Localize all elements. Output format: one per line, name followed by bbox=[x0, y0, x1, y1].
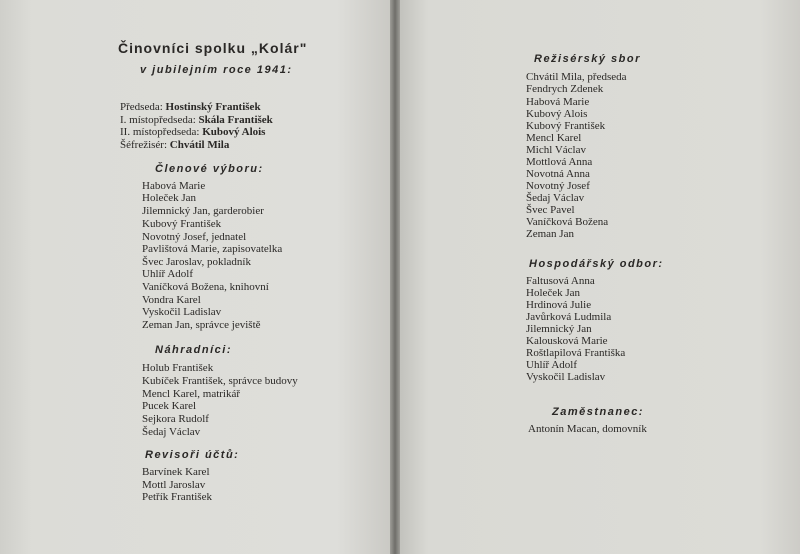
list-item: Fendrych Zdenek bbox=[526, 83, 604, 95]
list-item: Hrdinová Julie bbox=[526, 299, 592, 311]
list-item: Vyskočil Ladislav bbox=[142, 306, 222, 318]
list-item: Mencl Karel, matrikář bbox=[142, 388, 241, 400]
list-item: Uhlíř Adolf bbox=[142, 268, 194, 280]
page-title: Činovníci spolku „Kolár" bbox=[118, 40, 308, 56]
list-item: Mottl Jaroslav bbox=[142, 479, 206, 491]
list-item: Vyskočil Ladislav bbox=[526, 371, 606, 383]
officer-role: Šéfrežisér: bbox=[120, 139, 168, 151]
officer-row bbox=[120, 139, 229, 151]
list-item: Javůrková Ludmila bbox=[526, 311, 612, 323]
list-item: Pucek Karel bbox=[142, 400, 197, 412]
substitutes-heading: Náhradníci: bbox=[155, 344, 233, 356]
left-page bbox=[0, 0, 396, 554]
list-item: Uhlíř Adolf bbox=[526, 359, 578, 371]
list-item: Habová Marie bbox=[142, 180, 206, 192]
auditors-heading: Revisoři účtů: bbox=[145, 449, 240, 461]
list-item: Mencl Karel bbox=[526, 132, 582, 144]
officer-role: Předseda: bbox=[120, 101, 163, 113]
list-item: Jilemnický Jan, garderobier bbox=[142, 205, 264, 217]
list-item: Vaníčková Božena, knihovní bbox=[142, 281, 269, 293]
list-item: Kubový František bbox=[142, 218, 222, 230]
list-item: Zeman Jan bbox=[526, 228, 574, 240]
employee-entry: Antonín Macan, domovník bbox=[528, 423, 647, 435]
officer-name: Hostinský František bbox=[165, 101, 261, 113]
list-item: Novotný Josef bbox=[526, 180, 590, 192]
officer-row bbox=[120, 101, 261, 113]
list-item: Šedaj Václav bbox=[526, 192, 585, 204]
list-item: Jilemnický Jan bbox=[526, 323, 592, 335]
committee-heading: Členové výboru: bbox=[155, 163, 264, 175]
list-item: Novotný Josef, jednatel bbox=[142, 231, 247, 243]
list-item: Holub František bbox=[142, 362, 214, 374]
book-gutter bbox=[390, 0, 400, 554]
list-item: Zeman Jan, správce jeviště bbox=[142, 319, 261, 331]
officer-row bbox=[120, 126, 265, 138]
list-item: Holeček Jan bbox=[142, 192, 197, 204]
list-item: Pavlištová Marie, zapisovatelka bbox=[142, 243, 283, 255]
list-item: Švec Jaroslav, pokladník bbox=[142, 256, 251, 268]
officer-row bbox=[120, 114, 273, 126]
right-page bbox=[396, 0, 800, 554]
list-item: Holeček Jan bbox=[526, 287, 581, 299]
employee-heading: Zaměstnanec: bbox=[552, 406, 644, 418]
list-item: Mottlová Anna bbox=[526, 156, 593, 168]
list-item: Petřík František bbox=[142, 491, 212, 503]
list-item: Kubový František bbox=[526, 120, 606, 132]
officer-name: Chvátil Mila bbox=[169, 139, 230, 151]
officer-role: I. místopředseda: bbox=[120, 114, 196, 126]
list-item: Barvínek Karel bbox=[142, 466, 210, 478]
list-item: Faltusová Anna bbox=[526, 275, 595, 287]
list-item: Chvátil Mila, předseda bbox=[526, 71, 627, 83]
economic-heading: Hospodářský odbor: bbox=[529, 258, 664, 270]
list-item: Sejkora Rudolf bbox=[142, 413, 209, 425]
list-item: Švec Pavel bbox=[526, 204, 575, 216]
list-item: Habová Marie bbox=[526, 96, 590, 108]
list-item: Michl Václav bbox=[526, 144, 586, 156]
officer-role: II. místopředseda: bbox=[120, 126, 200, 138]
list-item: Roštlapilová Františka bbox=[526, 347, 626, 359]
list-item: Novotná Anna bbox=[526, 168, 590, 180]
list-item: Kubový Alois bbox=[526, 108, 588, 120]
list-item: Kubíček František, správce budovy bbox=[142, 375, 298, 387]
list-item: Vaníčková Božena bbox=[526, 216, 609, 228]
list-item: Šedaj Václav bbox=[142, 426, 201, 438]
list-item: Vondra Karel bbox=[142, 294, 201, 306]
officer-name: Kubový Alois bbox=[202, 126, 266, 138]
officer-name: Skála František bbox=[198, 114, 273, 126]
list-item: Kalousková Marie bbox=[526, 335, 608, 347]
page-subtitle: v jubilejním roce 1941: bbox=[140, 64, 293, 76]
directors-heading: Režisérský sbor bbox=[534, 53, 641, 65]
